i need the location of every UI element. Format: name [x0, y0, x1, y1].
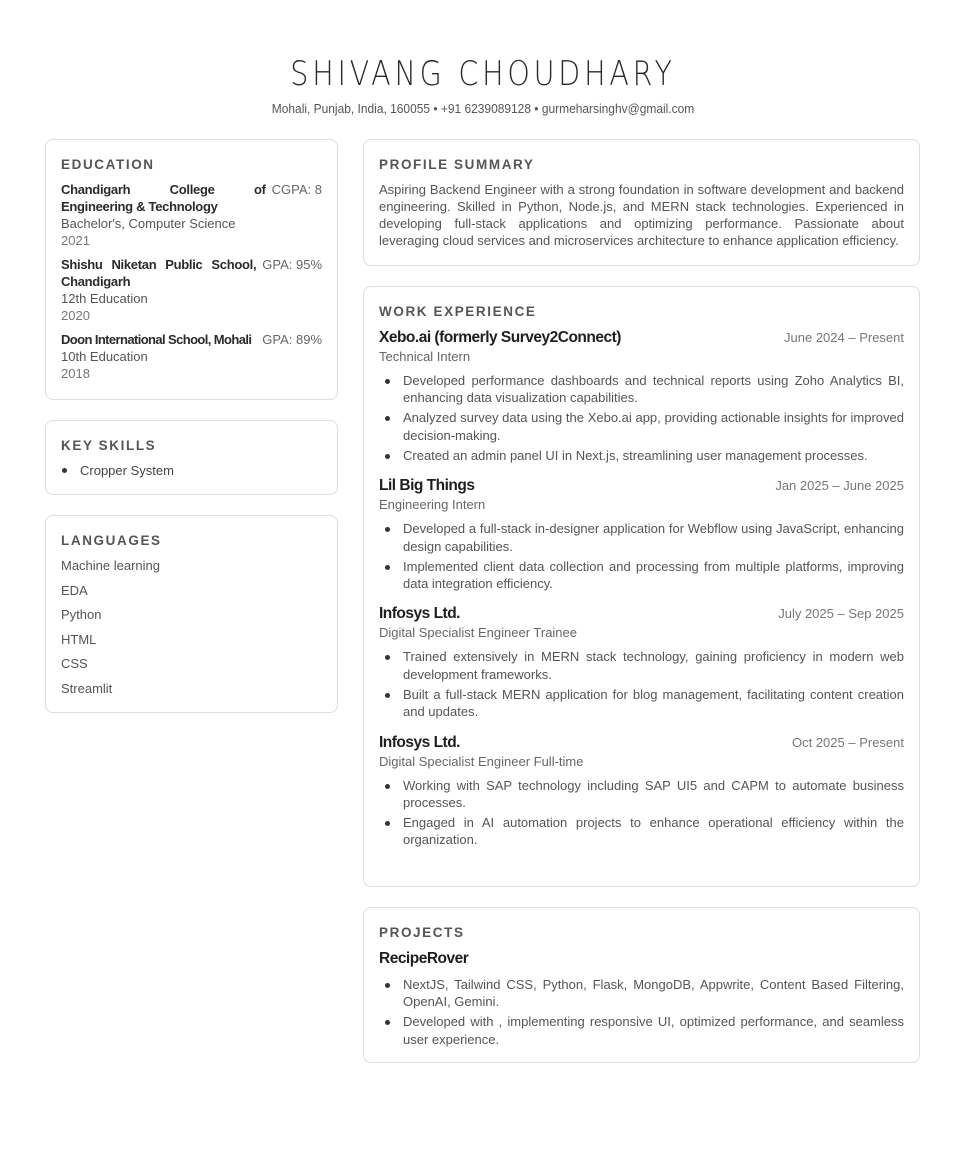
section-title-work-experience: WORK EXPERIENCE — [379, 304, 537, 319]
education-item — [61, 256, 322, 324]
job-dates: Jan 2025 – June 2025 — [775, 478, 904, 494]
section-title-profile-summary: PROFILE SUMMARY — [379, 157, 535, 172]
job-entry — [379, 328, 904, 464]
language-item: Python — [61, 607, 102, 623]
company-name: Xebo.ai (formerly Survey2Connect) — [379, 329, 621, 346]
job-bullets — [379, 520, 904, 592]
job-bullets — [379, 648, 904, 720]
job-dates: July 2025 – Sep 2025 — [778, 606, 904, 622]
bullet-item: NextJS, Tailwind CSS, Python, Flask, MongoDB, Appwrite, Content Based Filtering, OpenAI, Gemini. — [379, 976, 904, 1011]
candidate-name: SHIVANG CHOUDHARY — [290, 54, 676, 94]
projects-card — [363, 907, 920, 1063]
bullet-item: Engaged in AI automation projects to enhance operational efficiency within the organization. — [379, 814, 904, 849]
section-title-projects: PROJECTS — [379, 925, 465, 940]
language-item: Machine learning — [61, 558, 161, 573]
bullet-item: Developed a full-stack in-designer application for Webflow using JavaScript, enhancing design capabilities. — [379, 520, 904, 555]
school-name: Chandigarh College of Engineering & Technology — [61, 182, 266, 214]
company-name: Infosys Ltd. — [379, 733, 460, 751]
degree: 10th Education — [61, 349, 148, 364]
company-name: Infosys Ltd. — [379, 605, 460, 623]
bullet-item: Analyzed survey data using the Xebo.ai app, providing actionable insights for improved decision-making. — [379, 409, 904, 444]
job-role: Engineering Intern — [379, 497, 486, 513]
job-role: Technical Intern — [379, 349, 471, 364]
job-dates: Oct 2025 – Present — [791, 734, 904, 750]
degree: 12th Education — [61, 291, 148, 306]
job-entry — [379, 733, 904, 849]
key-skills-card — [45, 420, 338, 495]
job-entry — [379, 476, 904, 592]
contact-info: Mohali, Punjab, India, 160055 • +91 6239089128 • gurmeharsinghv@gmail.com — [271, 101, 695, 116]
school-name: Doon International School, Mohali — [61, 332, 252, 347]
year: 2018 — [61, 366, 90, 381]
project-bullets — [379, 976, 904, 1048]
year: 2021 — [61, 233, 90, 248]
bullet-item: Trained extensively in MERN stack technology, gaining proficiency in modern web development frameworks. — [379, 648, 904, 683]
section-title-languages: LANGUAGES — [61, 533, 162, 548]
school-name: Shishu Niketan Public School, Chandigarh — [61, 257, 257, 289]
job-dates: June 2024 – Present — [784, 330, 904, 345]
job-bullets — [379, 777, 904, 849]
bullet-item: Created an admin panel UI in Next.js, streamlining user management processes. — [379, 447, 904, 464]
languages-card — [45, 515, 338, 713]
grade: GPA: 95% — [262, 257, 322, 272]
language-item: Streamlit — [61, 680, 113, 696]
language-item: HTML — [61, 631, 97, 647]
education-card — [45, 139, 338, 400]
bullet-item: Developed with , implementing responsive UI, optimized performance, and seamless user experience. — [379, 1013, 904, 1048]
job-role: Digital Specialist Engineer Full-time — [379, 753, 584, 769]
project-name: RecipeRover — [379, 950, 469, 967]
skills-list — [61, 462, 322, 479]
company-name: Lil Big Things — [379, 477, 475, 495]
education-item — [61, 331, 322, 382]
grade: GPA: 89% — [262, 332, 322, 347]
language-item: CSS — [61, 656, 88, 672]
work-experience-card — [363, 286, 920, 887]
bullet-item: Working with SAP technology including SAP UI5 and CAPM to automate business processes. — [379, 777, 904, 812]
language-item: EDA — [61, 582, 88, 598]
section-title-key-skills: KEY SKILLS — [61, 438, 157, 453]
year: 2020 — [61, 308, 90, 323]
section-title-education: EDUCATION — [61, 157, 155, 172]
job-entry — [379, 604, 904, 720]
resume-header — [0, 52, 966, 116]
job-role: Digital Specialist Engineer Trainee — [379, 625, 577, 641]
degree: Bachelor's, Computer Science — [61, 216, 236, 231]
job-bullets — [379, 372, 904, 464]
summary-text: Aspiring Backend Engineer with a strong foundation in software development and backend engineering. Skilled in Python, Node.js, and MERN stack technologies. Experienced in developing full-stack applications and optimizing performance. Passionate about leveraging cloud services and microservices architecture to enhance application efficiency. — [379, 182, 904, 248]
bullet-item: Developed performance dashboards and technical reports using Zoho Analytics BI, enhancing data visualization capabilities. — [379, 372, 904, 407]
bullet-item: Built a full-stack MERN application for blog management, facilitating content creation and updates. — [379, 686, 904, 721]
bullet-item: Implemented client data collection and processing from multiple platforms, improving data integration efficiency. — [379, 558, 904, 593]
profile-summary-card — [363, 139, 920, 266]
skill-item: Cropper System — [61, 462, 322, 479]
grade: CGPA: 8 — [271, 182, 322, 197]
education-item — [61, 181, 322, 249]
